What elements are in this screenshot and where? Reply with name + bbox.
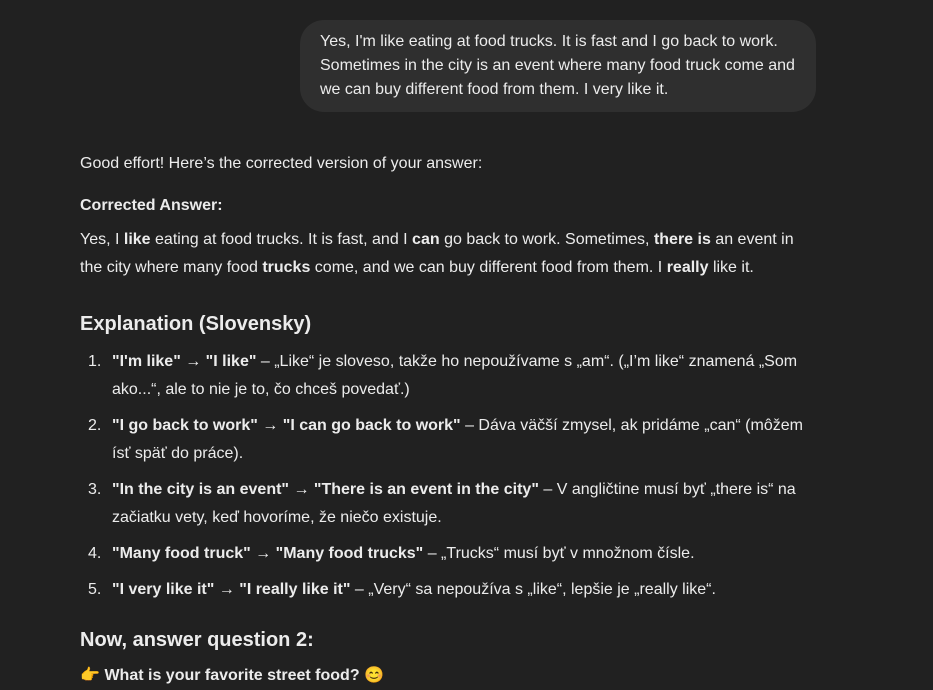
smiling-face-icon: 😊: [364, 667, 384, 684]
explanation-item: [80, 540, 820, 568]
explanation-item: [80, 348, 820, 404]
explanation-bold: "Many food truck" → "Many food trucks": [112, 545, 424, 562]
corrected-segment: go back to work. Sometimes,: [439, 231, 654, 248]
explanation-text: – „Like“ je sloveso, takže ho nepoužívame s „am“. („I’m like“ znamená „Som ako...“, ale to nie je to, čo chceš povedať.): [112, 353, 798, 398]
corrected-answer-text: [80, 226, 820, 282]
explanation-bold: "In the city is an event" → "There is an event in the city": [112, 481, 539, 498]
corrected-segment: an event in the city where many food: [80, 231, 794, 276]
corrected-highlight: like: [123, 231, 151, 248]
assistant-message: [80, 150, 820, 690]
corrected-highlight: can: [412, 231, 440, 248]
corrected-highlight: there is: [653, 231, 711, 248]
corrected-highlight: trucks: [262, 259, 311, 276]
explanation-item: [80, 476, 820, 532]
explanation-text: – „Very“ sa nepoužíva s „like“, lepšie je „really like“.: [350, 581, 716, 598]
explanation-bold: "I very like it" → "I really like it": [112, 581, 351, 598]
question-text: What is your favorite street food?: [104, 667, 360, 684]
corrected-segment: eating at food trucks. It is fast, and I: [150, 231, 413, 248]
explanation-heading: Explanation (Slovensky): [80, 313, 312, 335]
list-number: 3.: [88, 481, 102, 498]
user-message-bubble: [300, 20, 816, 112]
explanation-text: – V angličtine musí byť „there is“ na začiatku vety, keď hovoríme, že niečo existuje.: [112, 481, 796, 526]
explanation-item: [80, 576, 820, 604]
explanation-item: [80, 412, 820, 468]
list-number: 5.: [88, 581, 102, 598]
next-question-heading: Now, answer question 2:: [80, 629, 314, 651]
corrected-answer-label: Corrected Answer:: [80, 197, 223, 214]
explanation-text: – Dáva väčší zmysel, ak pridáme „can“ (môžem ísť späť do práce).: [112, 417, 803, 462]
explanation-text: – „Trucks“ musí byť v množnom čísle.: [423, 545, 695, 562]
assistant-intro: Good effort! Here’s the corrected version of your answer:: [80, 155, 483, 172]
corrected-highlight: really: [666, 259, 709, 276]
corrected-segment: come, and we can buy different food from them. I: [310, 259, 667, 276]
corrected-segment: Yes, I: [80, 231, 124, 248]
corrected-segment: like it.: [708, 259, 754, 276]
explanation-bold: "I'm like" → "I like": [112, 353, 257, 370]
list-number: 1.: [88, 353, 102, 370]
list-number: 2.: [88, 417, 102, 434]
explanation-list: [80, 348, 820, 604]
list-number: 4.: [88, 545, 102, 562]
user-message-text: Yes, I'm like eating at food trucks. It is fast and I go back to work. Sometimes in the city is an event where many food truck come and we can buy different food from them. I very like it.: [320, 33, 795, 98]
question-line: [80, 662, 820, 690]
explanation-bold: "I go back to work" → "I can go back to work": [112, 417, 461, 434]
pointing-hand-icon: 👉: [80, 667, 100, 684]
